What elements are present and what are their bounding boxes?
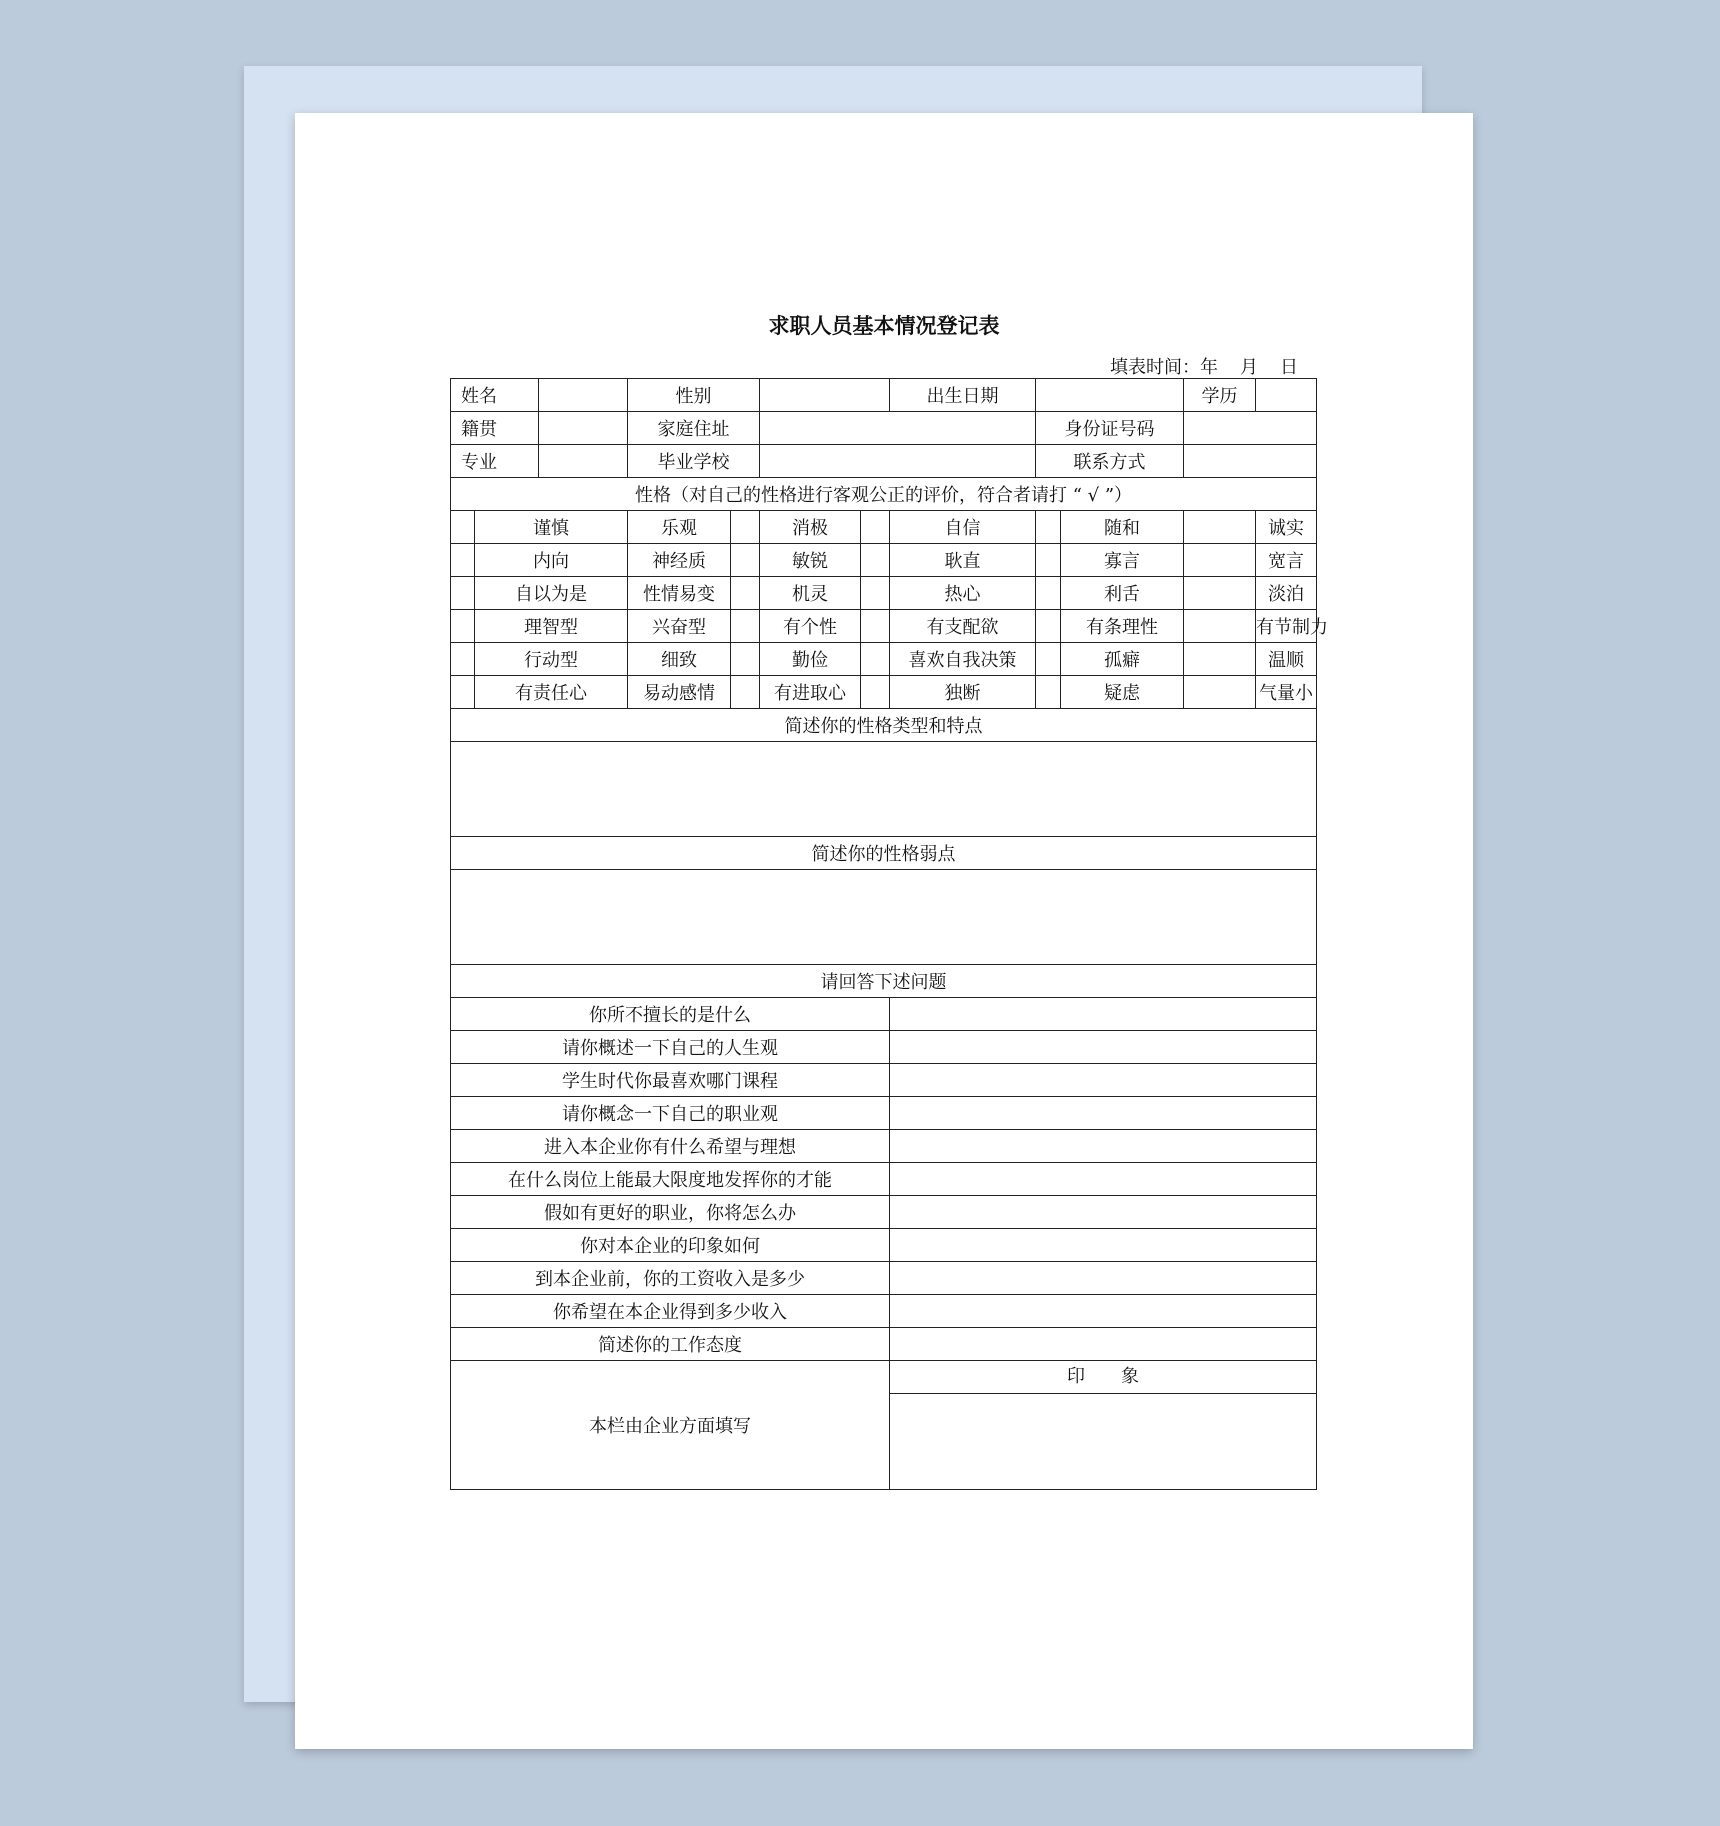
- describe-type-area-row: [451, 742, 1317, 837]
- label-native: 籍贯: [451, 412, 539, 445]
- trait-check[interactable]: [731, 643, 760, 676]
- trait-check[interactable]: [451, 610, 475, 643]
- form-sheet: [295, 113, 1473, 1749]
- question-answer[interactable]: [890, 1196, 1317, 1229]
- label-contact: 联系方式: [1036, 445, 1184, 478]
- trait-label: 自信: [890, 511, 1036, 544]
- question-row: [451, 1229, 1317, 1262]
- describe-weak-area[interactable]: [451, 870, 1317, 965]
- question-label: 学生时代你最喜欢哪门课程: [451, 1064, 890, 1097]
- trait-label: 谨慎: [475, 511, 628, 544]
- trait-label: 热心: [890, 577, 1036, 610]
- trait-label: 宽言: [1256, 544, 1317, 577]
- basic-row-2: [451, 412, 1317, 445]
- trait-check[interactable]: [451, 676, 475, 709]
- field-education[interactable]: [1256, 379, 1317, 412]
- field-gender[interactable]: [760, 379, 890, 412]
- field-contact[interactable]: [1184, 445, 1317, 478]
- trait-label: 机灵: [760, 577, 861, 610]
- trait-label: 有节制力: [1256, 610, 1317, 643]
- basic-row-1: [451, 379, 1317, 412]
- trait-check[interactable]: [1184, 610, 1256, 643]
- trait-label: 勤俭: [760, 643, 861, 676]
- question-row: [451, 1064, 1317, 1097]
- trait-label: 兴奋型: [628, 610, 731, 643]
- question-row: [451, 1031, 1317, 1064]
- describe-weak-header: 简述你的性格弱点: [451, 837, 1317, 870]
- questions-header-row: [451, 965, 1317, 998]
- describe-weak-area-row: [451, 870, 1317, 965]
- question-answer[interactable]: [890, 1295, 1317, 1328]
- question-row: [451, 1196, 1317, 1229]
- question-label: 请你概述一下自己的人生观: [451, 1031, 890, 1064]
- label-major: 专业: [451, 445, 539, 478]
- trait-label: 孤癖: [1061, 643, 1184, 676]
- label-id-no: 身份证号码: [1036, 412, 1184, 445]
- impression-area[interactable]: [890, 1394, 1316, 1488]
- trait-label: 寡言: [1061, 544, 1184, 577]
- basic-row-3: [451, 445, 1317, 478]
- trait-label: 淡泊: [1256, 577, 1317, 610]
- trait-label: 有支配欲: [890, 610, 1036, 643]
- question-label: 在什么岗位上能最大限度地发挥你的才能: [451, 1163, 890, 1196]
- question-label: 你对本企业的印象如何: [451, 1229, 890, 1262]
- trait-check[interactable]: [861, 643, 890, 676]
- fill-date-day: 日: [1280, 357, 1298, 378]
- trait-row: [451, 511, 1317, 544]
- describe-type-header-row: [451, 709, 1317, 742]
- impression-cell: [890, 1361, 1317, 1490]
- question-label: 进入本企业你有什么希望与理想: [451, 1130, 890, 1163]
- field-major[interactable]: [539, 445, 628, 478]
- question-answer[interactable]: [890, 1097, 1317, 1130]
- question-label: 假如有更好的职业，你将怎么办: [451, 1196, 890, 1229]
- trait-check[interactable]: [731, 544, 760, 577]
- describe-weak-header-row: [451, 837, 1317, 870]
- trait-row: [451, 544, 1317, 577]
- question-label: 到本企业前，你的工资收入是多少: [451, 1262, 890, 1295]
- trait-row: [451, 676, 1317, 709]
- label-gender: 性别: [628, 379, 760, 412]
- trait-row: [451, 610, 1317, 643]
- label-birth: 出生日期: [890, 379, 1036, 412]
- question-row: [451, 1163, 1317, 1196]
- trait-check[interactable]: [1036, 610, 1061, 643]
- trait-label: 有责任心: [475, 676, 628, 709]
- trait-label: 神经质: [628, 544, 731, 577]
- trait-row: [451, 643, 1317, 676]
- trait-label: 易动感情: [628, 676, 731, 709]
- question-label: 请你概念一下自己的职业观: [451, 1097, 890, 1130]
- field-birth[interactable]: [1036, 379, 1184, 412]
- company-label: 本栏由企业方面填写: [451, 1361, 890, 1490]
- question-answer[interactable]: [890, 1064, 1317, 1097]
- trait-label: 喜欢自我决策: [890, 643, 1036, 676]
- trait-label: 消极: [760, 511, 861, 544]
- label-address: 家庭住址: [628, 412, 760, 445]
- fill-date: [1110, 353, 1298, 379]
- trait-check[interactable]: [861, 610, 890, 643]
- question-answer[interactable]: [890, 1163, 1317, 1196]
- form-title: 求职人员基本情况登记表: [768, 313, 1000, 338]
- trait-label: 细致: [628, 643, 731, 676]
- field-school[interactable]: [760, 445, 1036, 478]
- trait-label: 有条理性: [1061, 610, 1184, 643]
- trait-label: 理智型: [475, 610, 628, 643]
- trait-label: 独断: [890, 676, 1036, 709]
- trait-check[interactable]: [451, 643, 475, 676]
- question-row: [451, 1097, 1317, 1130]
- trait-label: 有个性: [760, 610, 861, 643]
- questions-header: 请回答下述问题: [451, 965, 1317, 998]
- trait-label: 温顺: [1256, 643, 1317, 676]
- trait-label: 敏锐: [760, 544, 861, 577]
- trait-label: 内向: [475, 544, 628, 577]
- trait-label: 随和: [1061, 511, 1184, 544]
- trait-check[interactable]: [861, 544, 890, 577]
- trait-check[interactable]: [861, 511, 890, 544]
- trait-label: 行动型: [475, 643, 628, 676]
- trait-check[interactable]: [451, 577, 475, 610]
- question-row: [451, 998, 1317, 1031]
- label-education: 学历: [1184, 379, 1256, 412]
- describe-type-area[interactable]: [451, 742, 1317, 837]
- registration-table: [450, 378, 1329, 1490]
- question-label: 你所不擅长的是什么: [451, 998, 890, 1031]
- trait-check[interactable]: [1036, 643, 1061, 676]
- personality-header-row: [451, 478, 1317, 511]
- describe-type-header: 简述你的性格类型和特点: [451, 709, 1317, 742]
- question-answer[interactable]: [890, 1031, 1317, 1064]
- trait-check[interactable]: [1036, 676, 1061, 709]
- trait-check[interactable]: [1036, 544, 1061, 577]
- trait-label: 耿直: [890, 544, 1036, 577]
- company-row: [451, 1361, 1317, 1490]
- question-label: 你希望在本企业得到多少收入: [451, 1295, 890, 1328]
- fill-date-month: 月: [1240, 357, 1258, 378]
- question-answer[interactable]: [890, 1229, 1317, 1262]
- question-answer[interactable]: [890, 1130, 1317, 1163]
- trait-check[interactable]: [1184, 511, 1256, 544]
- trait-label: 乐观: [628, 511, 731, 544]
- trait-check[interactable]: [451, 511, 475, 544]
- trait-check[interactable]: [731, 577, 760, 610]
- field-id-no[interactable]: [1184, 412, 1317, 445]
- field-native[interactable]: [539, 412, 628, 445]
- question-answer[interactable]: [890, 998, 1317, 1031]
- trait-check[interactable]: [731, 610, 760, 643]
- trait-label: 自以为是: [475, 577, 628, 610]
- trait-label: 性情易变: [628, 577, 731, 610]
- field-name[interactable]: [539, 379, 628, 412]
- trait-check[interactable]: [731, 511, 760, 544]
- trait-check[interactable]: [1184, 676, 1256, 709]
- question-answer[interactable]: [890, 1328, 1317, 1361]
- question-answer[interactable]: [890, 1262, 1317, 1295]
- fill-date-year: 年: [1200, 357, 1218, 378]
- trait-check[interactable]: [1184, 643, 1256, 676]
- fill-date-label: 填表时间：: [1110, 357, 1200, 378]
- question-row: [451, 1328, 1317, 1361]
- question-label: 简述你的工作态度: [451, 1328, 890, 1361]
- label-name: 姓名: [451, 379, 539, 412]
- trait-check[interactable]: [1036, 511, 1061, 544]
- label-school: 毕业学校: [628, 445, 760, 478]
- trait-label: 有进取心: [760, 676, 861, 709]
- trait-label: 利舌: [1061, 577, 1184, 610]
- trait-label: 气量小: [1256, 676, 1317, 709]
- trait-check[interactable]: [731, 676, 760, 709]
- question-row: [451, 1262, 1317, 1295]
- trait-check[interactable]: [861, 676, 890, 709]
- trait-check[interactable]: [1184, 544, 1256, 577]
- question-row: [451, 1295, 1317, 1328]
- trait-check[interactable]: [451, 544, 475, 577]
- trait-check[interactable]: [861, 577, 890, 610]
- trait-row: [451, 577, 1317, 610]
- trait-label: 疑虑: [1061, 676, 1184, 709]
- trait-check[interactable]: [1036, 577, 1061, 610]
- personality-header: 性格（对自己的性格进行客观公正的评价，符合者请打 “ √ ”）: [451, 478, 1317, 511]
- field-address[interactable]: [760, 412, 1036, 445]
- trait-check[interactable]: [1184, 577, 1256, 610]
- question-row: [451, 1130, 1317, 1163]
- impression-header: 印 象: [890, 1361, 1316, 1394]
- trait-label: 诚实: [1256, 511, 1317, 544]
